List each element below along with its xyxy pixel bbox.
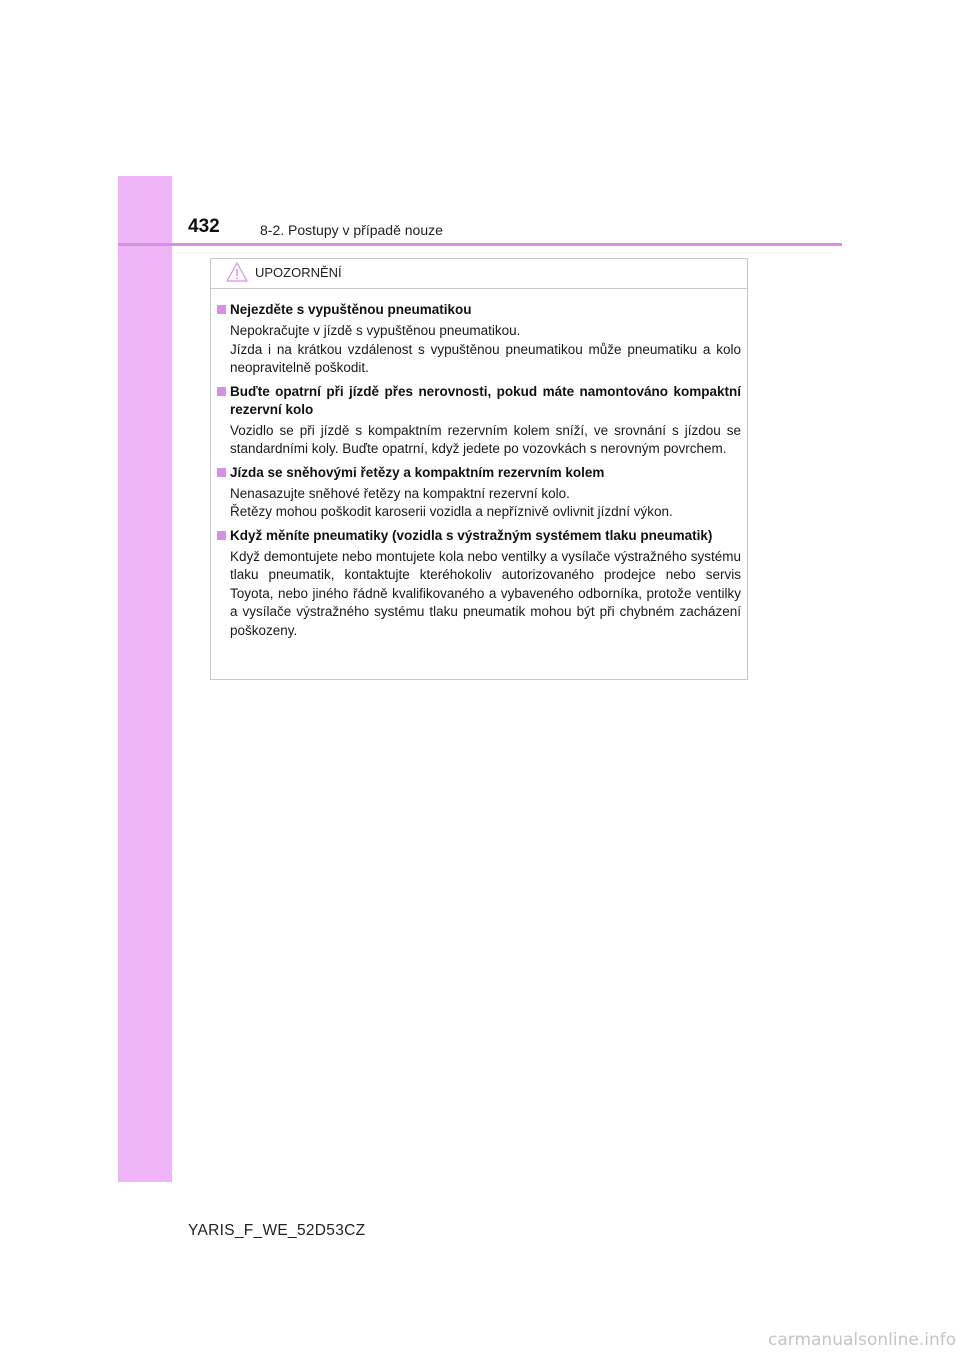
warning-label: UPOZORNĚNÍ	[255, 265, 342, 280]
section-title: 8-2. Postupy v případě nouze	[260, 222, 443, 238]
warning-header	[211, 259, 747, 289]
item-heading-text: Nejezděte s vypuštěnou pneumatikou	[230, 302, 472, 317]
item-paragraph: Nepokračujte v jízdě s vypuštěnou pneumatikou.	[230, 323, 521, 338]
warning-triangle-icon	[225, 261, 249, 283]
side-color-band	[118, 176, 172, 1182]
item-heading-text: Buďte opatrní při jízdě přes nerovnosti, pokud máte namontováno kompaktní rezervní kolo	[230, 383, 741, 417]
warning-box	[210, 258, 748, 680]
square-bullet-icon	[217, 305, 226, 314]
item-text	[230, 422, 741, 459]
square-bullet-icon	[217, 468, 226, 477]
document-code: YARIS_F_WE_52D53CZ	[188, 1222, 366, 1239]
item-paragraph: Nenasazujte sněhové řetězy na kompaktní rezervní kolo.	[230, 485, 570, 501]
warning-body	[211, 289, 747, 640]
watermark: carmanualsonline.info	[768, 1330, 957, 1350]
warning-item	[217, 383, 741, 459]
square-bullet-icon	[217, 531, 226, 540]
warning-item	[217, 527, 741, 641]
item-heading-text: Když měníte pneumatiky (vozidla s výstražným systémem tlaku pneumatik)	[230, 527, 713, 543]
item-heading-text: Jízda se sněhovými řetězy a kompaktním rezervním kolem	[230, 464, 605, 480]
item-paragraph: Když demontujete nebo montujete kola nebo ventilky a vysílače výstražného systému tlaku pneumatik, kontaktujte kteréhokoliv autorizovaného prodejce nebo servis Toyota, nebo jiného řádně kvalifikovaného a vybaveného odborníka, protože ventilky a vysílače výstražného systému tlaku pneumatik mohou být při chybném zacházení poškozeny.	[230, 548, 741, 638]
page-number: 432	[188, 216, 220, 237]
item-text	[230, 485, 741, 522]
item-heading	[217, 527, 741, 545]
item-heading	[217, 301, 741, 319]
item-paragraph: Řetězy mohou poškodit karoserii vozidla a nepříznivě ovlivnit jízdní výkon.	[230, 504, 673, 519]
item-text	[230, 548, 741, 641]
item-paragraph: Vozidlo se při jízdě s kompaktním rezervním kolem sníží, ve srovnání s jízdou se standardními koly. Buďte opatrní, když jedete po vozovkách s nerovným povrchem.	[230, 422, 741, 456]
item-heading	[217, 464, 741, 482]
warning-item	[217, 301, 741, 378]
item-heading	[217, 383, 741, 419]
item-text	[230, 322, 741, 378]
square-bullet-icon	[217, 387, 226, 396]
warning-item	[217, 464, 741, 522]
item-paragraph: Jízda i na krátkou vzdálenost s vypuštěnou pneumatikou může pneumatiku a kolo neopravitelně poškodit.	[230, 341, 741, 375]
header-rule	[118, 243, 842, 246]
